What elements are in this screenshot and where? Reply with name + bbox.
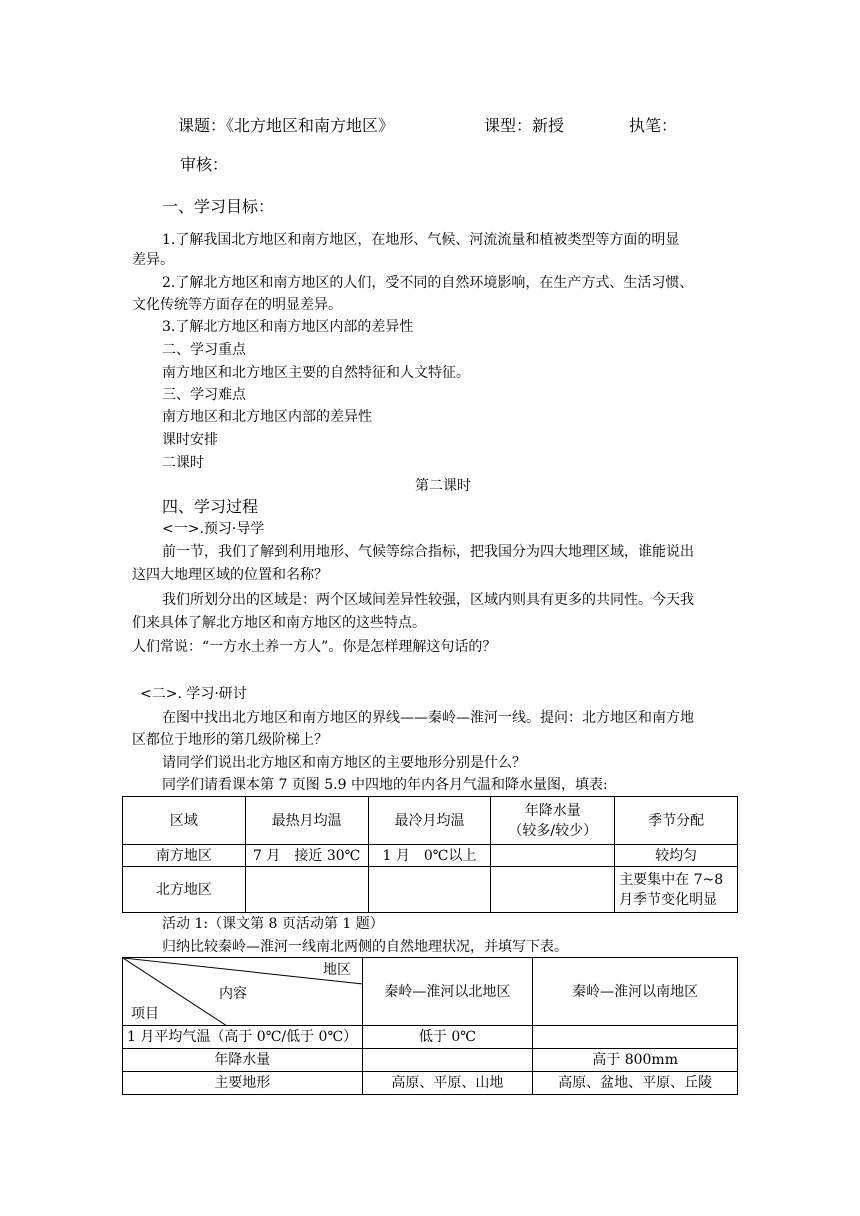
para-1-line2: 这四大地理区域的位置和名称？ [132, 567, 328, 583]
cell-north-season: 主要集中在 7~8 月季节变化明显 [615, 867, 738, 913]
header-season: 季节分配 [615, 797, 738, 845]
header-region: 区域 [123, 797, 246, 845]
header-coldest: 最冷月均温 [368, 797, 491, 845]
col-north: 秦岭—淮河以北地区 [362, 958, 533, 1026]
cell-terrain-south: 高原、盆地、平原、丘陵 [533, 1072, 738, 1095]
cell-north-region: 北方地区 [123, 867, 246, 913]
preview-heading: <一>.预习·导学 [162, 521, 265, 537]
col-south: 秦岭—淮河以南地区 [533, 958, 738, 1026]
cell-south-precip[interactable] [491, 845, 615, 867]
cell-north-coldest[interactable] [368, 867, 491, 913]
diag-item: 项目 [131, 1006, 159, 1022]
study-heading: <二>. 学习·研讨 [140, 686, 247, 702]
focus-text: 南方地区和北方地区主要的自然特征和人文特征。 [162, 365, 470, 381]
study-1-line1: 在图中找出北方地区和南方地区的界线——秦岭—淮河一线。提问：北方地区和南方地 [162, 710, 694, 726]
study-1-line2: 区都位于地形的第几级阶梯上？ [132, 732, 328, 748]
para-3: 人们常说：“一方水土养一方人”。你是怎样理解这句话的？ [132, 639, 497, 655]
goal-2-line2: 文化传统等方面存在的明显差异。 [132, 297, 342, 313]
schedule-label: 课时安排 [162, 432, 218, 448]
lesson-type: 课型：新授 [484, 116, 565, 135]
climate-table [122, 796, 738, 913]
activity-title: 活动 1:（课文第 8 页活动第 1 题） [162, 916, 384, 932]
diagonal-header [123, 958, 363, 1026]
diag-content: 内容 [219, 986, 247, 1002]
comparison-table [122, 957, 738, 1095]
cell-precip-north[interactable] [362, 1049, 533, 1072]
focus-heading: 二、学习重点 [162, 342, 246, 358]
cell-south-coldest: 1 月 0℃以上 [368, 845, 491, 867]
author-label: 执笔： [629, 116, 678, 135]
goals-heading: 一、学习目标： [162, 197, 275, 216]
difficulty-text: 南方地区和北方地区内部的差异性 [162, 409, 372, 425]
review-label: 审核： [180, 155, 229, 174]
cell-jan-south[interactable] [533, 1026, 738, 1049]
row-terrain: 主要地形 [123, 1072, 363, 1095]
row-jan-temp: 1 月平均气温（高于 0℃/低于 0℃） [123, 1026, 363, 1049]
study-3: 同学们请看课本第 7 页图 5.9 中四地的年内各月气温和降水量图，填表: [162, 777, 608, 793]
goal-1-line1: 1.了解我国北方地区和南方地区，在地形、气候、河流流量和植被类型等方面的明显 [162, 232, 680, 248]
goal-3: 3.了解北方地区和南方地区内部的差异性 [162, 319, 414, 335]
header-precip-line1: 年降水量 [524, 802, 581, 819]
topic-title: 课题：《北方地区和南方地区》 [178, 116, 395, 135]
cell-south-region: 南方地区 [123, 845, 246, 867]
schedule-value: 二课时 [162, 455, 204, 471]
diag-region: 地区 [323, 962, 351, 978]
study-2: 请同学们说出北方地区和南方地区的主要地形分别是什么？ [162, 755, 526, 771]
para-2-line1: 我们所划分出的区域是：两个区域间差异性较强，区域内则具有更多的共同性。今天我 [162, 592, 694, 608]
cell-north-hottest[interactable] [245, 867, 368, 913]
session-title: 第二课时 [415, 478, 471, 494]
header-precip [491, 797, 615, 845]
goal-1-line2: 差异。 [132, 252, 174, 268]
difficulty-heading: 三、学习难点 [162, 387, 246, 403]
para-1-line1: 前一节，我们了解到利用地形、气候等综合指标，把我国分为四大地理区域，谁能说出 [162, 544, 694, 560]
cell-south-season: 较均匀 [615, 845, 738, 867]
cell-south-hottest: 7 月 接近 30℃ [245, 845, 368, 867]
goal-2-line1: 2.了解北方地区和南方地区的人们，受不同的自然环境影响，在生产方式、生活习惯、 [162, 275, 694, 291]
cell-north-precip[interactable] [491, 867, 615, 913]
header-hottest: 最热月均温 [245, 797, 368, 845]
cell-jan-north: 低于 0℃ [362, 1026, 533, 1049]
header-precip-line2: （较多/较少） [508, 822, 598, 839]
activity-desc: 归纳比较秦岭—淮河一线南北两侧的自然地理状况，并填写下表。 [162, 939, 568, 955]
cell-terrain-north: 高原、平原、山地 [362, 1072, 533, 1095]
process-heading: 四、学习过程 [162, 497, 259, 516]
row-precip: 年降水量 [123, 1049, 363, 1072]
para-2-line2: 们来具体了解北方地区和南方地区的这些特点。 [132, 615, 426, 631]
cell-precip-south: 高于 800mm [533, 1049, 738, 1072]
